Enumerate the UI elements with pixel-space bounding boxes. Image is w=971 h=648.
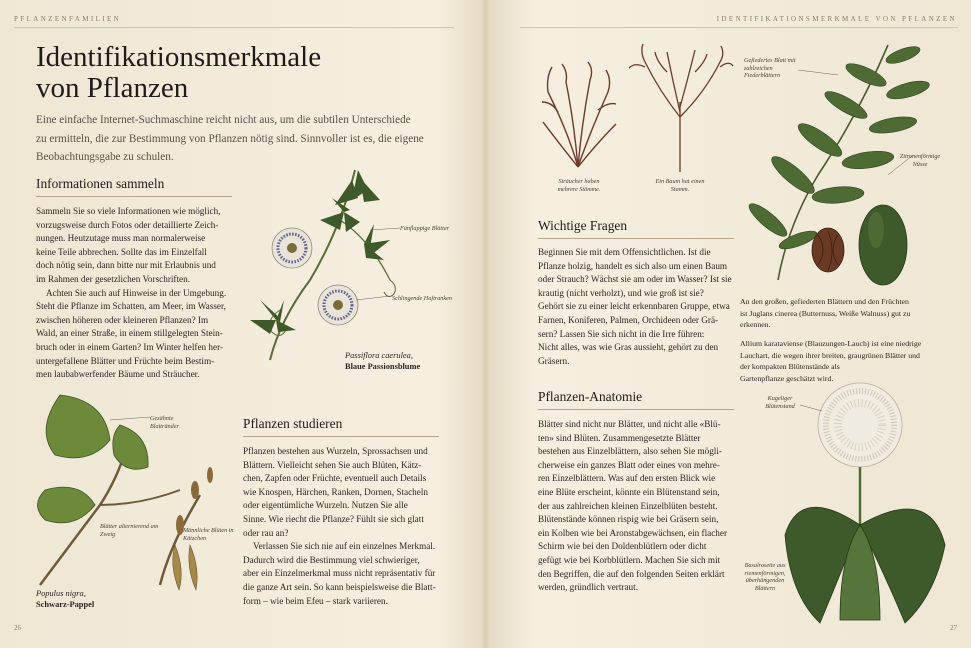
tree-illustration xyxy=(625,42,735,172)
label-blaetter-alternierend: Blätter alternierend am Zweig xyxy=(100,523,159,538)
label-gefiedertes-blatt: Gefiedertes Blatt mit zahlreichen Fiederblättern xyxy=(744,57,796,79)
caption-allium: Allium karataviense (Blauzungen-Lauch) ist eine niedrige Lauchart, die wegen ihrer breiten, graugrünen Blätter und der kompakten Blütenstände als Gartenpflanze geschätzt wird. xyxy=(740,339,922,383)
label-maennliche-blueten: Männliche Blüten in Kätzchen xyxy=(183,527,234,542)
passiflora-illustration xyxy=(240,160,410,370)
section-fragen-text: Beginnen Sie mit dem Offensichtlichen. Ist die Pflanze holzig, handelt es sich also um einen Baum oder Strauch? Wächst sie am oder im Wasser? Ist sie krautig (nicht verholzt), und wie groß ist sie? Gehört sie zu einer leicht erkennbaren Gruppe, etwa Farnen, Koniferen, Palmen, Orchideen oder Grä- sern? Lassen Sie sich nicht in die Irre führen: Nicht alles, was wie Gras aussieht, gehört zu den Gräsern. xyxy=(538,247,732,366)
heading-pflanzen-studieren: Pflanzen studieren xyxy=(243,416,343,431)
walnut-nut-opened xyxy=(812,228,844,272)
page-number-left: 26 xyxy=(14,624,21,632)
label-basalrosette: Basalrosette aus riemenförmigen, überhängenden Blättern xyxy=(744,562,786,592)
walnut-nut-whole xyxy=(859,205,907,285)
caption-passiflora: Passiflora caerulea, Blaue Passionsblume xyxy=(345,351,421,371)
intro-paragraph: Eine einfache Internet-Suchmaschine reicht nicht aus, um die subtilen Unterschiede zu ermitteln, die zur Bestimmung von Pflanzen nötig sind. Sinnvoller ist es, die eigene Beobachtungsgabe zu schulen. xyxy=(36,114,424,163)
page-title: Identifikationsmerkmale von Pflanzen xyxy=(36,41,322,104)
heading-rule xyxy=(243,436,439,437)
caption-juglans: An den großen, gefiederten Blättern und den Früchten ist Juglans cinerea (Butternuss, Weiße Walnuss) gut zu erkennen. xyxy=(740,297,911,329)
page-number-right: 27 xyxy=(950,624,957,632)
header-rule-right xyxy=(520,27,958,28)
heading-rule xyxy=(538,409,734,410)
passion-flower-1 xyxy=(272,228,312,268)
heading-rule xyxy=(538,238,734,239)
populus-illustration xyxy=(30,395,230,605)
header-rule-left xyxy=(14,27,454,28)
running-head-right: IDENTIFIKATIONSMERKMALE VON PFLANZEN xyxy=(716,15,957,23)
section-anatomie-text: Blätter sind nicht nur Blätter, und nicht alle «Blü- ten» sind Blüten. Zusammengesetzte Blätter bestehen aus Einzelblättern, also sehen Sie mögli- cherweise ein ganzes Blatt oder eines von mehre- ren Einzelblättern. Was auf den ersten Blick wie eine Blüte erscheint, könnte ein Blütenstand sein, der aus zahlreichen kleinen Einzelblüten besteht. Blütenstände können rispig wie bei Gräsern sein, ein Kolben wie bei Aronstabgewächsen, ein flacher Schirm wie bei den Doldenblütlern oder dicht gefügt wie bei Korbblütlern. Machen Sie sich mit den Begriffen, die auf den folgenden Seiten erklärt werden, gründlich vertraut. xyxy=(538,419,728,593)
heading-pflanzen-anatomie: Pflanzen-Anatomie xyxy=(538,389,643,404)
caption-populus: Populus nigra, Schwarz-Pappel xyxy=(36,589,95,609)
heading-wichtige-fragen: Wichtige Fragen xyxy=(538,218,628,233)
label-fuenflappige-blaetter: Fünflappige Blätter xyxy=(400,225,449,232)
shrub-illustration xyxy=(538,62,618,172)
section-informationen-text: Sammeln Sie so viele Informationen wie möglich, vorzugsweise durch Fotos oder detaillierte Zeich- nungen. Heutzutage muss man normalerweise keine Teile abbrechen. Sollte das im Einzelfall doch nötig sein, dann bitte nur mit Erlaubnis und im Rahmen der gesetzlichen Vorschriften. Achten Sie auch auf Hinweise in der Umgebung. Steht die Pflanze im Schatten, am Meer, im Wasser, zwischen höheren oder kleineren Pflanzen? Im Wald, an einer Straße, in einem stillgelegten Stein- bruch oder in einem Garten? Im Winter helfen her- untergefallene Blätter und Früchte beim Bestim- men laubabwerfender Bäume und Sträucher. xyxy=(36,206,227,380)
heading-rule xyxy=(36,196,232,197)
section-studieren-text: Pflanzen bestehen aus Wurzeln, Sprossachsen und Blättern. Vielleicht sehen Sie auch Blüten, Kätz- chen, Zapfen oder Früchte, eventuell auch Details wie Knospen, Härchen, Ranken, Dornen, Stacheln oder eigentümliche Wurzeln. Nutzen Sie alle Sinne. Wie riecht die Pflanze? Fühlt sie sich glatt oder rau an? Verlassen Sie sich nie auf ein einzelnes Merkmal. Dadurch wird die Bestimmung viel schwieriger, aber ein Einzelmerkmal muss nicht repräsentativ für die ganze Art sein. So kann beispielsweise die Blatt- form – wie beim Efeu – stark variieren. xyxy=(243,446,436,606)
allium-flower-head xyxy=(818,383,902,467)
passion-flower-2 xyxy=(318,285,358,325)
label-baum: Ein Baum hat einen Stamm. xyxy=(655,178,705,193)
running-head-left: PFLANZENFAMILIEN xyxy=(14,15,122,23)
heading-informationen: Informationen sammeln xyxy=(36,176,165,191)
label-straeucher: Sträucher haben mehrere Stämme. xyxy=(557,178,601,193)
label-kugeliger-bluetenstand: Kugeliger Blütenstand xyxy=(765,395,795,410)
label-haftranken: Schlingende Haftranken xyxy=(392,295,452,302)
label-zitronenfoermige-nuesse: Zitronenförmige Nüsse xyxy=(899,153,941,168)
label-gezaehnte-blattraender: Gezähnte Blattränder xyxy=(150,415,179,430)
